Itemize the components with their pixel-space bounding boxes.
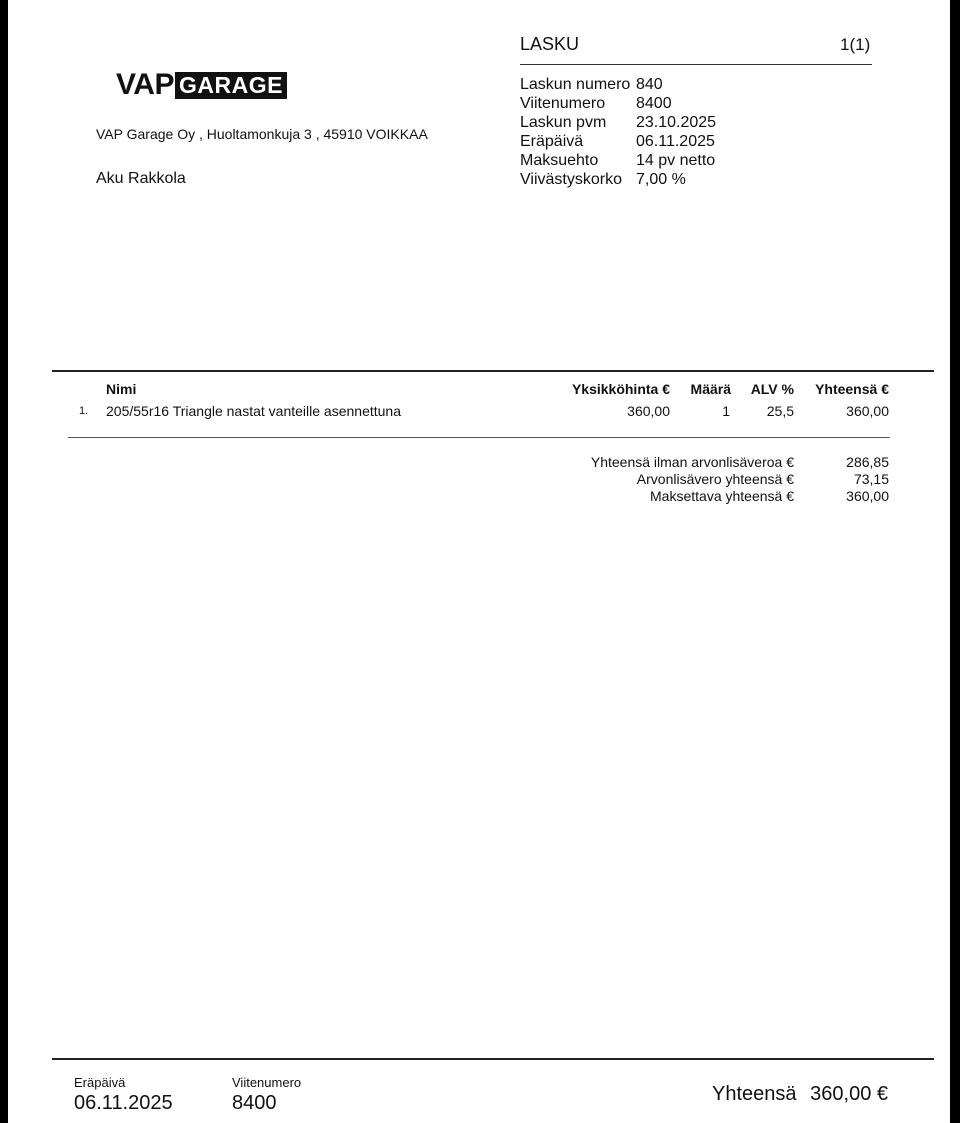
meta-label: Viivästyskorko: [520, 171, 622, 188]
column-header-name: Nimi: [106, 381, 137, 397]
summary-net-label: Yhteensä ilman arvonlisäveroa €: [590, 454, 794, 470]
footer-rule: [52, 1058, 934, 1060]
meta-reference-number: [520, 94, 672, 113]
meta-payment-terms: [520, 151, 715, 170]
row-name: 205/55r16 Triangle nastat vanteille asennettuna: [106, 403, 401, 419]
company-logo: [116, 70, 287, 100]
column-header-quantity: Määrä: [690, 381, 731, 397]
logo-garage: GARAGE: [175, 72, 287, 99]
invoice-page: [8, 0, 950, 1123]
meta-label: Eräpäivä: [520, 133, 584, 150]
table-bottom-rule: [68, 437, 890, 438]
meta-invoice-number: [520, 75, 663, 94]
summary-net-value: 286,85: [846, 454, 889, 470]
document-title: LASKU: [520, 34, 580, 54]
meta-label: Viitenumero: [520, 95, 606, 112]
row-unit-price: 360,00: [627, 403, 670, 419]
footer-due-label: Eräpäivä: [74, 1075, 126, 1090]
meta-value: 23.10.2025: [636, 114, 717, 131]
meta-label: Maksuehto: [520, 152, 599, 169]
meta-value: 8400: [636, 95, 672, 112]
meta-value: 14 pv netto: [636, 152, 716, 169]
footer-reference-label: Viitenumero: [232, 1075, 302, 1090]
meta-label: Laskun numero: [520, 76, 631, 93]
logo-vap: VAP: [116, 68, 174, 101]
row-vat: 25,5: [766, 403, 794, 419]
table-top-rule: [52, 370, 934, 372]
row-total: 360,00: [846, 403, 889, 419]
summary-vat-label: Arvonlisävero yhteensä €: [636, 471, 794, 487]
row-number: 1.: [79, 405, 89, 417]
meta-value: 7,00 %: [636, 171, 686, 188]
meta-due-date: [520, 132, 715, 151]
meta-invoice-date: [520, 113, 716, 132]
column-header-total: Yhteensä €: [815, 381, 889, 397]
summary-vat-value: 73,15: [853, 471, 889, 487]
header-divider: [520, 64, 872, 65]
footer-due-value: 06.11.2025: [74, 1092, 173, 1114]
meta-label: Laskun pvm: [520, 114, 607, 131]
page-number: 1(1): [840, 35, 871, 54]
footer-reference-value: 8400: [232, 1092, 277, 1114]
sender-address: VAP Garage Oy , Huoltamonkuja 3 , 45910 VOIKKAA: [96, 126, 428, 142]
column-header-vat: ALV %: [750, 381, 794, 397]
meta-late-interest: [520, 170, 686, 189]
meta-value: 840: [636, 76, 663, 93]
summary-payable-label: Maksettava yhteensä €: [650, 488, 794, 504]
meta-value: 06.11.2025: [636, 133, 715, 150]
footer-total-label: Yhteensä: [712, 1083, 797, 1105]
summary-payable-value: 360,00: [846, 488, 889, 504]
footer-total-value: 360,00 €: [810, 1083, 888, 1105]
recipient-name: Aku Rakkola: [96, 170, 186, 187]
row-quantity: 1: [722, 403, 730, 419]
column-header-unit-price: Yksikköhinta €: [571, 381, 670, 397]
